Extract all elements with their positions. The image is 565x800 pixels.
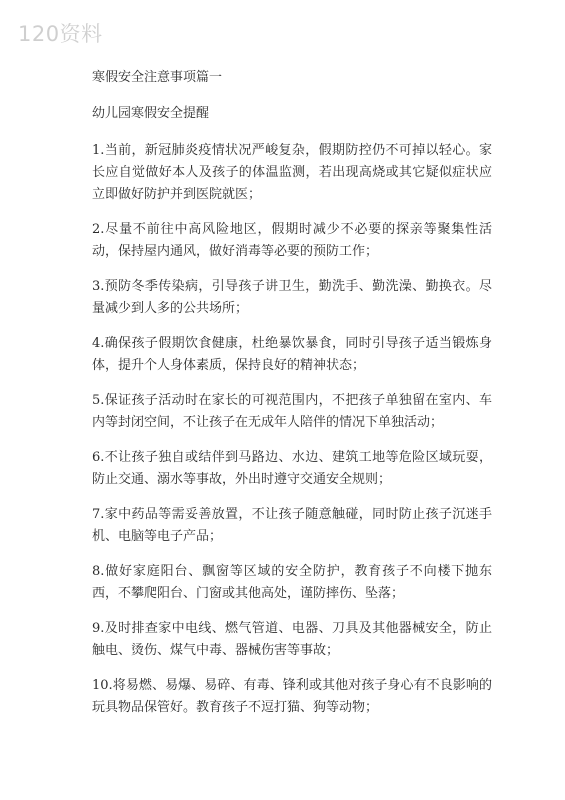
watermark-logo: 120资料 (18, 22, 103, 46)
document-body (92, 68, 492, 732)
document-subtitle: 幼儿园寒假安全提醒 (92, 106, 210, 121)
list-item: 9.及时排查家中电线、燃气管道、电器、刀具及其他器械安全，防止触电、烫伤、煤气中毒、器械伤害等事故； (92, 621, 492, 658)
list-item: 6.不让孩子独自或结伴到马路边、水边、建筑工地等危险区域玩耍，防止交通、溺水等事故，外出时遵守交通安全规则； (92, 450, 492, 487)
list-item: 3.预防冬季传染病，引导孩子讲卫生，勤洗手、勤洗澡、勤换衣。尽量减少到人多的公共场所； (92, 279, 492, 316)
list-item: 1.当前，新冠肺炎疫情状况严峻复杂，假期防控仍不可掉以轻心。家长应自觉做好本人及孩子的体温监测，若出现高烧或其它疑似症状应立即做好防护并到医院就医； (92, 143, 492, 202)
document-title: 寒假安全注意事项篇一 (92, 70, 223, 85)
list-item: 7.家中药品等需妥善放置，不让孩子随意触碰，同时防止孩子沉迷手机、电脑等电子产品； (92, 507, 492, 544)
list-item: 10.将易燃、易爆、易碎、有毒、锋利或其他对孩子身心有不良影响的玩具物品保管好。教育孩子不逗打猫、狗等动物； (92, 678, 492, 715)
list-item: 2.尽量不前往中高风险地区，假期时减少不必要的探亲等聚集性活动，保持屋内通风，做好消毒等必要的预防工作； (92, 222, 492, 259)
list-item: 8.做好家庭阳台、飘窗等区域的安全防护，教育孩子不向楼下抛东西，不攀爬阳台、门窗或其他高处，谨防摔伤、坠落； (92, 564, 492, 601)
list-item: 5.保证孩子活动时在家长的可视范围内，不把孩子单独留在室内、车内等封闭空间，不让孩子在无成年人陪伴的情况下单独活动； (92, 393, 492, 430)
list-item: 4.确保孩子假期饮食健康，杜绝暴饮暴食，同时引导孩子适当锻炼身体，提升个人身体素质，保持良好的精神状态； (92, 336, 492, 373)
